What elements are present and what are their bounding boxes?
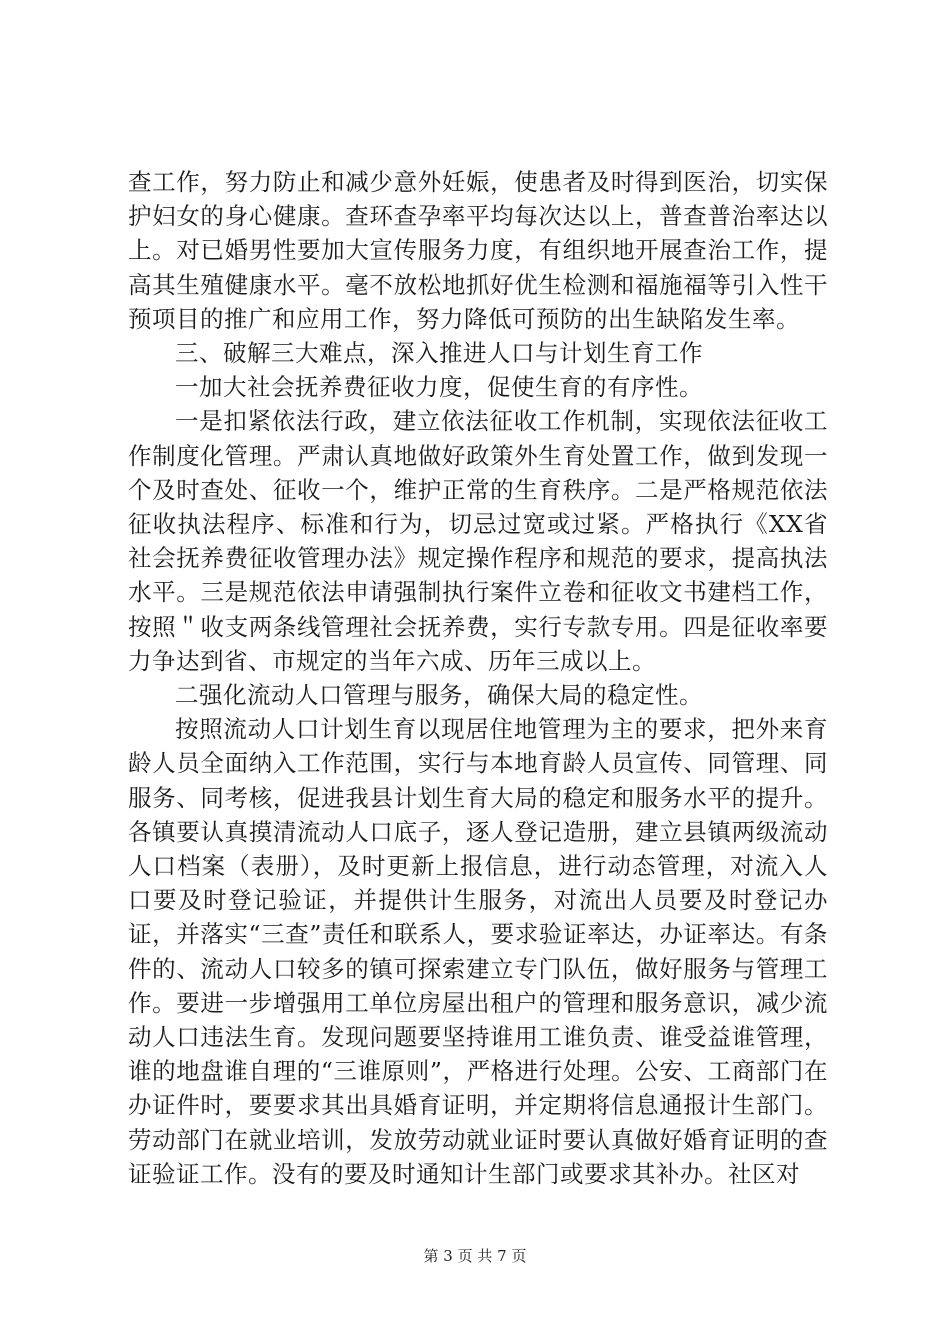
page-number-footer: 第 3 页 共 7 页 xyxy=(423,1247,527,1265)
paragraph-1: 查工作，努力防止和减少意外妊娠，使患者及时得到医治，切实保护妇女的身心健康。查环查孕率平均每次达以上，普查普治率达以上。对已婚男性要加大宣传服务力度，有组织地开展查治工作，提高其生殖健康水平。毫不放松地抓好优生检测和福施福等引入性干预项目的推广和应用工作，努力降低可预防的出生缺陷发生率。 xyxy=(128,168,828,333)
paragraph-2: 一是扣紧依法行政，建立依法征收工作机制，实现依法征收工作制度化管理。严肃认真地做好政策外生育处置工作，做到发现一个及时查处、征收一个，维护正常的生育秩序。二是严格规范依法征收执法程序、标准和行为，切忌过宽或过紧。严格执行《XX省社会抚养费征收管理办法》规定操作程序和规范的要求，提高执法水平。三是规范依法申请强制执行案件立卷和征收文书建档工作，按照＂收支两条线管理社会抚养费，实行专款专用。四是征收率要力争达到省、市规定的当年六成、历年三成以上。 xyxy=(128,407,828,675)
paragraph-3: 按照流动人口计划生育以现居住地管理为主的要求，把外来育龄人员全面纳入工作范围，实行与本地育龄人员宣传、同管理、同服务、同考核，促进我县计划生育大局的稳定和服务水平的提升。各镇要认真摸清流动人口底子，逐人登记造册，建立县镇两级流动人口档案（表册），及时更新上报信息，进行动态管理，对流入人口要及时登记验证，并提供计生服务，对流出人员要及时登记办证，并落实“三查”责任和联系人，要求验证率达，办证率达。有条件的、流动人口较多的镇可探索建立专门队伍，做好服务与管理工作。要进一步增强用工单位房屋出租户的管理和服务意识，减少流动人口违法生育。发现问题要坚持谁用工谁负责、谁受益谁管理，谁的地盘谁自理的“三谁原则”，严格进行处理。公安、工商部门在办证件时，要要求其出具婚育证明，并定期将信息通报计生部门。劳动部门在就业培训，发放劳动就业证时要认真做好婚育证明的查证验证工作。没有的要及时通知计生部门或要求其补办。社区对 xyxy=(128,715,828,1188)
subheading-2: 二强化流动人口管理与服务，确保大局的稳定性。 xyxy=(175,681,703,710)
document-body xyxy=(128,165,828,1191)
section-heading-3: 三、破解三大难点，深入推进人口与计划生育工作 xyxy=(175,339,703,368)
subheading-1: 一加大社会抚养费征收力度，促使生育的有序性。 xyxy=(175,373,703,402)
